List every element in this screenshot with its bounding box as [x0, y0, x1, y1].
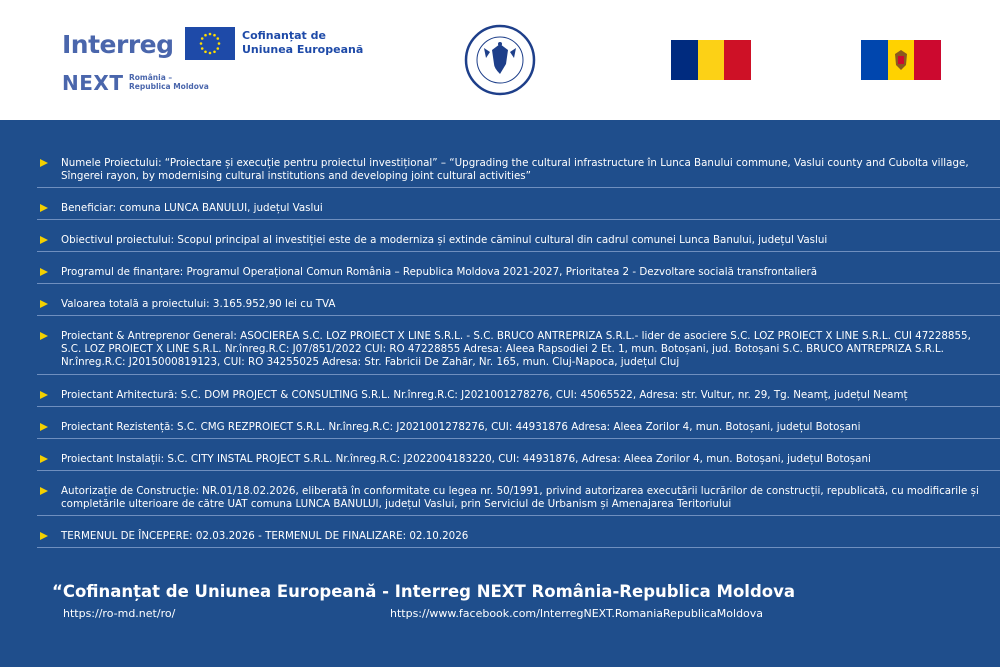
list-item-text: Proiectant & Antreprenor General: ASOCIEREA S.C. LOZ PROIECT X LINE S.R.L. - S.C. BRUCO ANTREPRIZA S.R.L.- lider de asociere S.C. LOZ PROIECT X LINE S.R.L. CUI 47228855, S.C. LOZ PROIECT X LINE S.R.L. Nr.înreg.R.C: J07/851/2022 CUI: RO 47228855 Adresa: Aleea Rapsodiei 2 Et. 1, mun. Botoșani, jud. Botoșani S.C. BRUCO ANTREPRIZA S.R.L. Nr.înreg.R.C: J2015000819123, CUI: RO 34255025 Adresa: Str. Fabricii De Zahăr, Nr. 165, mun. Cluj-Napoca, județul Cluj [61, 330, 971, 368]
arrow-icon [40, 532, 48, 540]
arrow-icon [40, 268, 48, 276]
arrow-icon [40, 332, 48, 340]
list-item [37, 266, 1000, 284]
flag-stripe [724, 40, 751, 80]
government-seal-icon [464, 24, 536, 96]
list-item-text: Proiectant Instalații: S.C. CITY INSTAL PROJECT S.R.L. Nr.înreg.R.C: J2022004183220, CUI: 44931876, Adresa: Aleea Zorilor 4, mun. Botoșani, județul Botoșani [61, 453, 871, 465]
project-info-list [37, 157, 1000, 548]
flag-stripe [698, 40, 725, 80]
list-item [37, 157, 1000, 188]
list-item-text: Valoarea totală a proiectului: 3.165.952,90 lei cu TVA [61, 298, 336, 310]
eu-label-line-1: Cofinanțat de [242, 29, 326, 42]
list-item-text: Autorizație de Construcție: NR.01/18.02.2026, eliberată în conformitate cu legea nr. 50/1991, privind autorizarea executării lucrărilor de construcții, republicată, cu modificarile și completările ulterioare de către UAT comuna LUNCA BANULUI, județul Vaslui, prin Serviciul de Urbanism și Amenajarea Teritoriului [61, 485, 979, 510]
next-subtitle-line-1: România – [129, 73, 173, 82]
arrow-icon [40, 159, 48, 167]
list-item [37, 485, 1000, 516]
list-item-text: Proiectant Rezistență: S.C. CMG REZPROIECT S.R.L. Nr.înreg.R.C: J2021001278276, CUI: 44931876 Adresa: Aleea Zorilor 4, mun. Botoșani, județul Botoșani [61, 421, 861, 433]
arrow-icon [40, 300, 48, 308]
arrow-icon [40, 487, 48, 495]
arrow-icon [40, 423, 48, 431]
arrow-icon [40, 204, 48, 212]
list-item-text: Obiectivul proiectului: Scopul principal al investiției este de a moderniza și extinde căminul cultural din cadrul comunei Lunca Banului, județul Vaslui [61, 234, 828, 246]
eu-label-line-2: Uniunea Europeană [242, 43, 364, 56]
list-item-text: Proiectant Arhitectură: S.C. DOM PROJECT & CONSULTING S.R.L. Nr.înreg.R.C: J2021001278276, CUI: 45065522, Adresa: str. Vultur, nr. 29, Tg. Neamț, județul Neamț [61, 389, 908, 401]
list-item [37, 298, 1000, 316]
list-item [37, 453, 1000, 471]
flag-stripe [671, 40, 698, 80]
next-logo: NEXT [62, 71, 124, 95]
list-item [37, 389, 1000, 407]
list-item [37, 234, 1000, 252]
arrow-icon [40, 391, 48, 399]
flag-stripe [888, 40, 915, 80]
list-item-text: Numele Proiectului: “Proiectare și execuție pentru proiectul investițional” – “Upgrading the cultural infrastructure în Lunca Banului commune, Vaslui county and Cubolta village, Sîngerei rayon, by modernising cultural institutions and developing joint cultural activities” [61, 157, 969, 182]
header [0, 0, 1000, 120]
website-link[interactable]: https://ro-md.net/ro/ [63, 607, 176, 620]
footer-title: “Cofinanțat de Uniunea Europeană - Interreg NEXT România-Republica Moldova [52, 582, 795, 601]
facebook-link[interactable]: https://www.facebook.com/InterregNEXT.RomaniaRepublicaMoldova [390, 607, 764, 620]
interreg-logo: Interreg [62, 30, 174, 59]
list-item [37, 530, 1000, 548]
romania-flag-icon [671, 40, 751, 80]
next-subtitle [129, 73, 209, 91]
arrow-icon [40, 236, 48, 244]
eu-flag-icon [185, 27, 235, 60]
flag-stripe [914, 40, 941, 80]
arrow-icon [40, 455, 48, 463]
list-item [37, 202, 1000, 220]
moldova-flag-icon [861, 40, 941, 80]
list-item-text: TERMENUL DE ÎNCEPERE: 02.03.2026 - TERMENUL DE FINALIZARE: 02.10.2026 [61, 530, 469, 542]
list-item-text: Programul de finanțare: Programul Operațional Comun România – Republica Moldova 2021-2027, Prioritatea 2 - Dezvoltare socială transfrontalieră [61, 266, 818, 278]
next-subtitle-line-2: Republica Moldova [129, 82, 209, 91]
eu-cofinanced-label [242, 29, 363, 57]
list-item-text: Beneficiar: comuna LUNCA BANULUI, județul Vaslui [61, 202, 323, 214]
flag-stripe [861, 40, 888, 80]
list-item [37, 330, 1000, 375]
list-item [37, 421, 1000, 439]
moldova-coat-of-arms-icon [888, 40, 914, 80]
